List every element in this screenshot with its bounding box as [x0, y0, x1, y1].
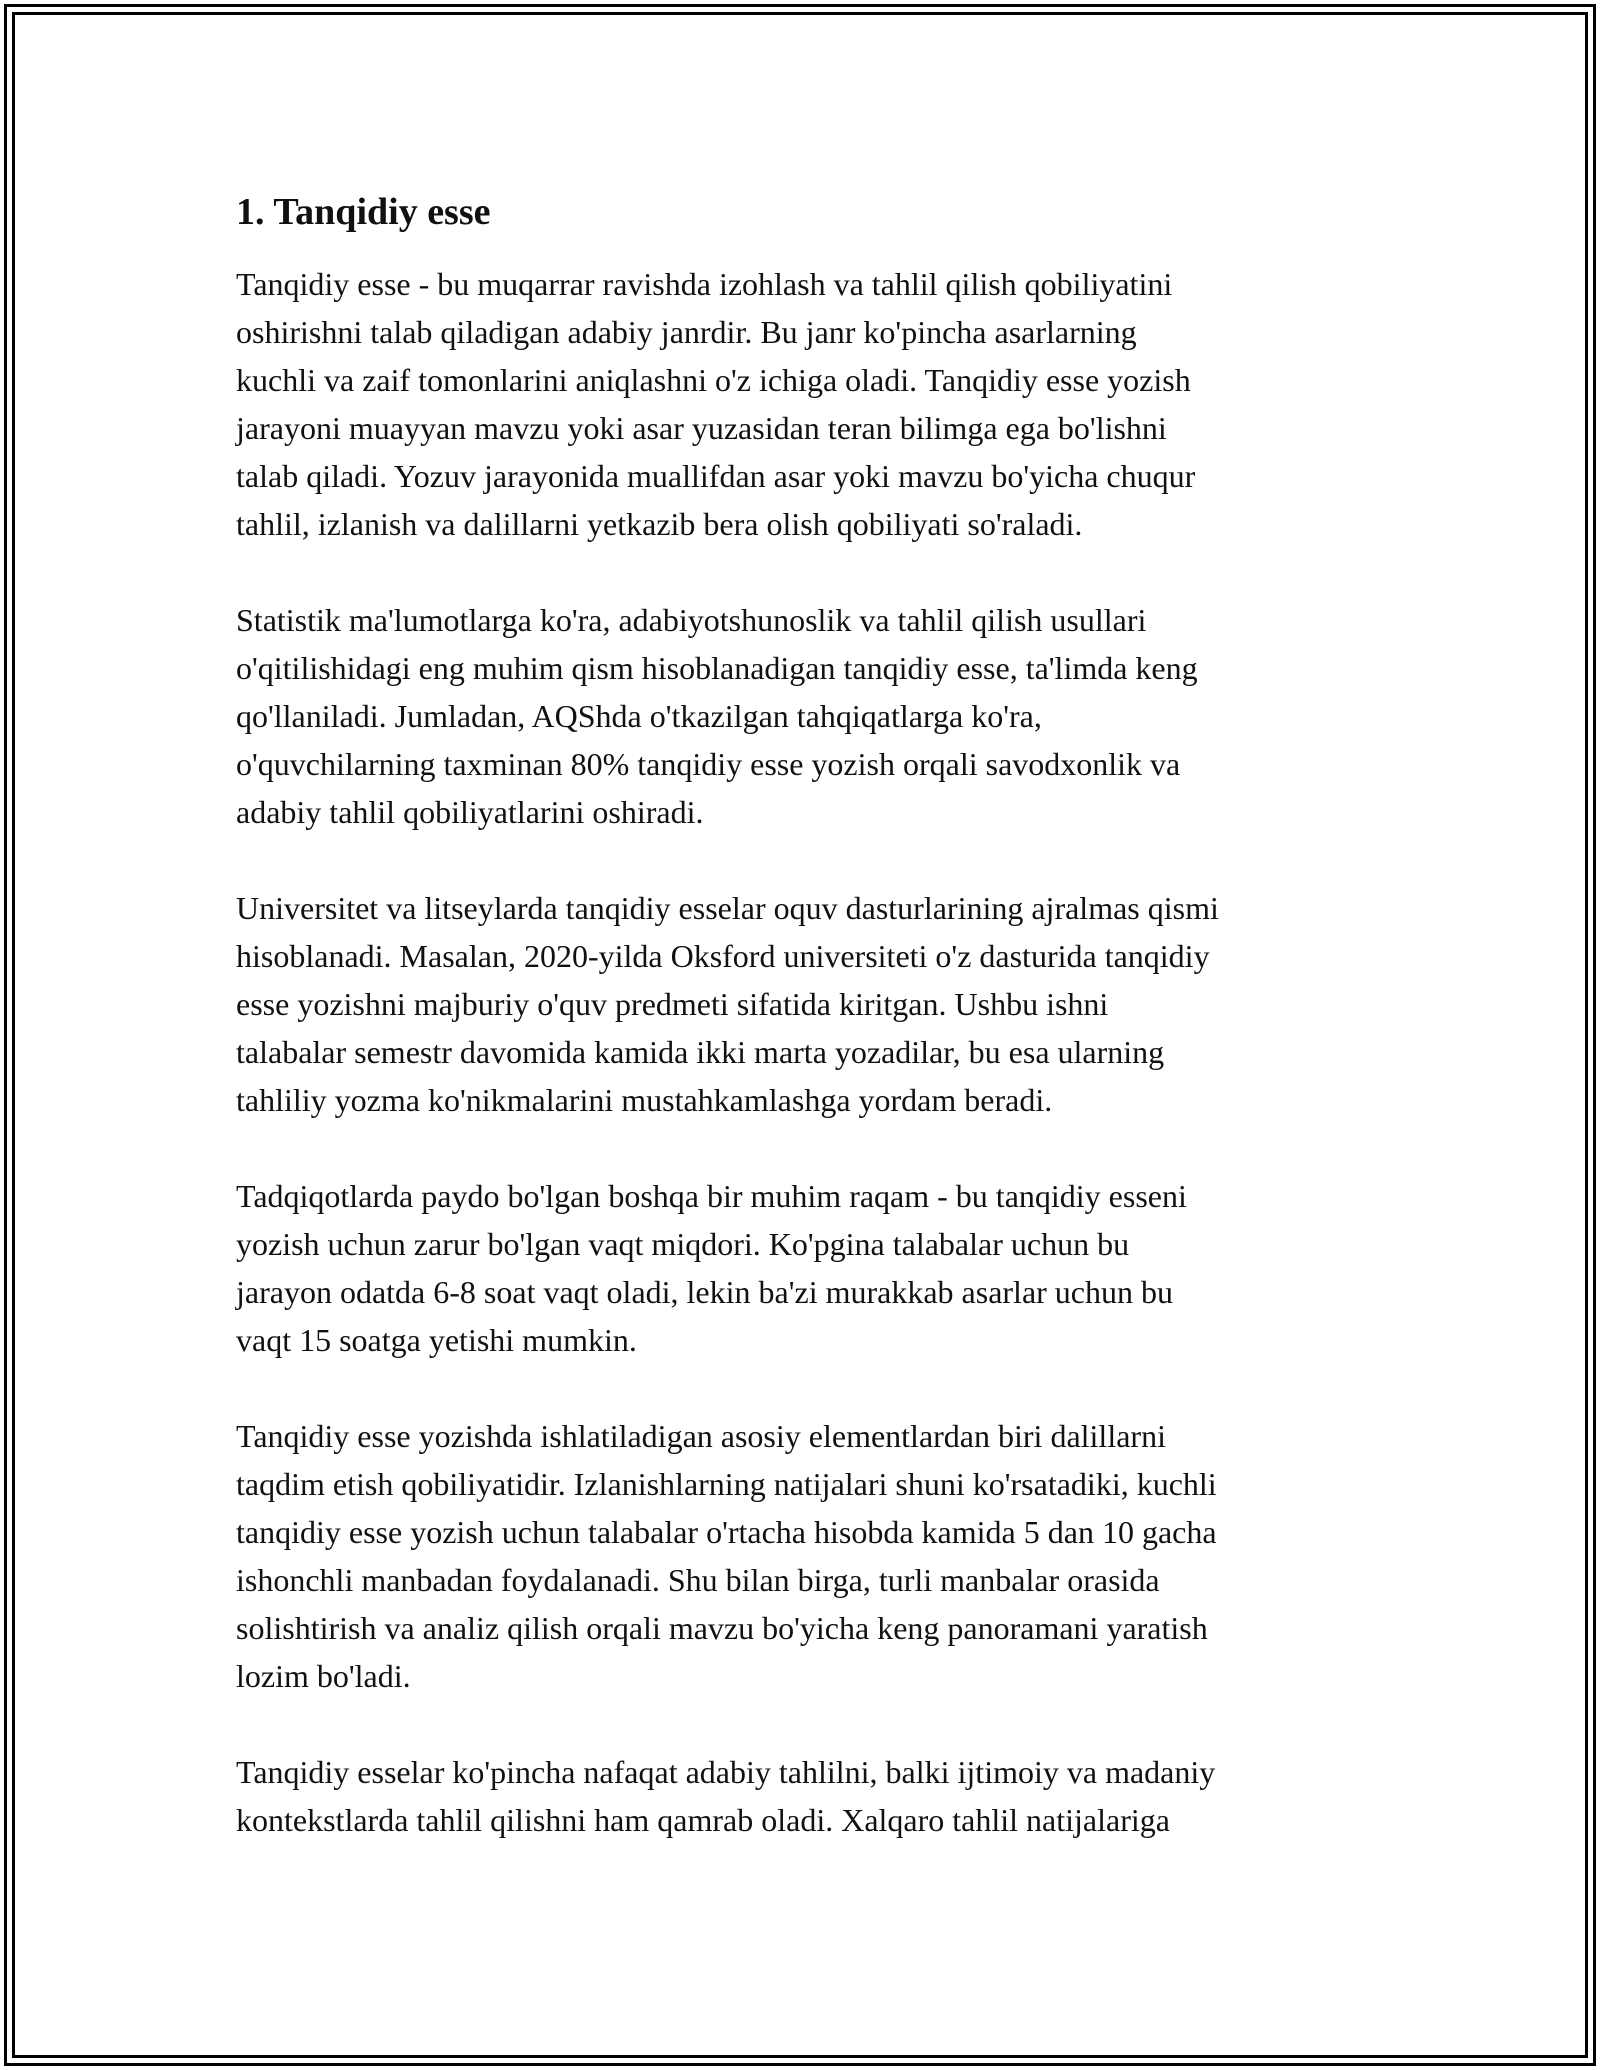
- paragraph-4: Tadqiqotlarda paydo bo'lgan boshqa bir muhim raqam - bu tanqidiy esseni yozish uchun zarur bo'lgan vaqt miqdori. Ko'pgina talabalar uchun bu jarayon odatda 6-8 soat vaqt oladi, lekin ba'zi murakkab asarlar uchun bu vaqt 15 soatga yetishi mumkin.: [236, 1178, 1187, 1358]
- paragraph-2: Statistik ma'lumotlarga ko'ra, adabiyotshunoslik va tahlil qilish usullari o'qitilishidagi eng muhim qism hisoblanadigan tanqidiy esse, ta'limda keng qo'llaniladi. Jumladan, AQShda o'tkazilgan tahqiqatlarga ko'ra, o'quvchilarning taxminan 80% tanqidiy esse yozish orqali savodxonlik va adabiy tahlil qobiliyatlarini oshiradi.: [236, 602, 1198, 830]
- section-heading: 1. Tanqidiy esse: [236, 191, 491, 233]
- paragraph-5: Tanqidiy esse yozishda ishlatiladigan asosiy elementlardan biri dalillarni taqdim etish qobiliyatidir. Izlanishlarning natijalari shuni ko'rsatadiki, kuchli tanqidiy esse yozish uchun talabalar o'rtacha hisobda kamida 5 dan 10 gacha ishonchli manbadan foydalanadi. Shu bilan birga, turli manbalar orasida solishtirish va analiz qilish orqali mavzu bo'yicha keng panoramani yaratish lozim bo'ladi.: [236, 1418, 1217, 1694]
- paragraph-1: Tanqidiy esse - bu muqarrar ravishda izohlash va tahlil qilish qobiliyatini oshirishni talab qiladigan adabiy janrdir. Bu janr ko'pincha asarlarning kuchli va zaif tomonlarini aniqlashni o'z ichiga oladi. Tanqidiy esse yozish jarayoni muayyan mavzu yoki asar yuzasidan teran bilimga ega bo'lishni talab qiladi. Yozuv jarayonida muallifdan asar yoki mavzu bo'yicha chuqur tahlil, izlanish va dalillarni yetkazib bera olish qobiliyati so'raladi.: [236, 266, 1196, 542]
- paragraph-3: Universitet va litseylarda tanqidiy esselar oquv dasturlarining ajralmas qismi hisoblanadi. Masalan, 2020-yilda Oksford universiteti o'z dasturida tanqidiy esse yozishni majburiy o'quv predmeti sifatida kiritgan. Ushbu ishni talabalar semestr davomida kamida ikki marta yozadilar, bu esa ularning tahliliy yozma ko'nikmalarini mustahkamlashga yordam beradi.: [236, 890, 1219, 1118]
- paragraph-6: Tanqidiy esselar ko'pincha nafaqat adabiy tahlilni, balki ijtimoiy va madaniy kontekstlarda tahlil qilishni ham qamrab oladi. Xalqaro tahlil natijalariga: [236, 1754, 1216, 1838]
- document-body: [236, 186, 1376, 1892]
